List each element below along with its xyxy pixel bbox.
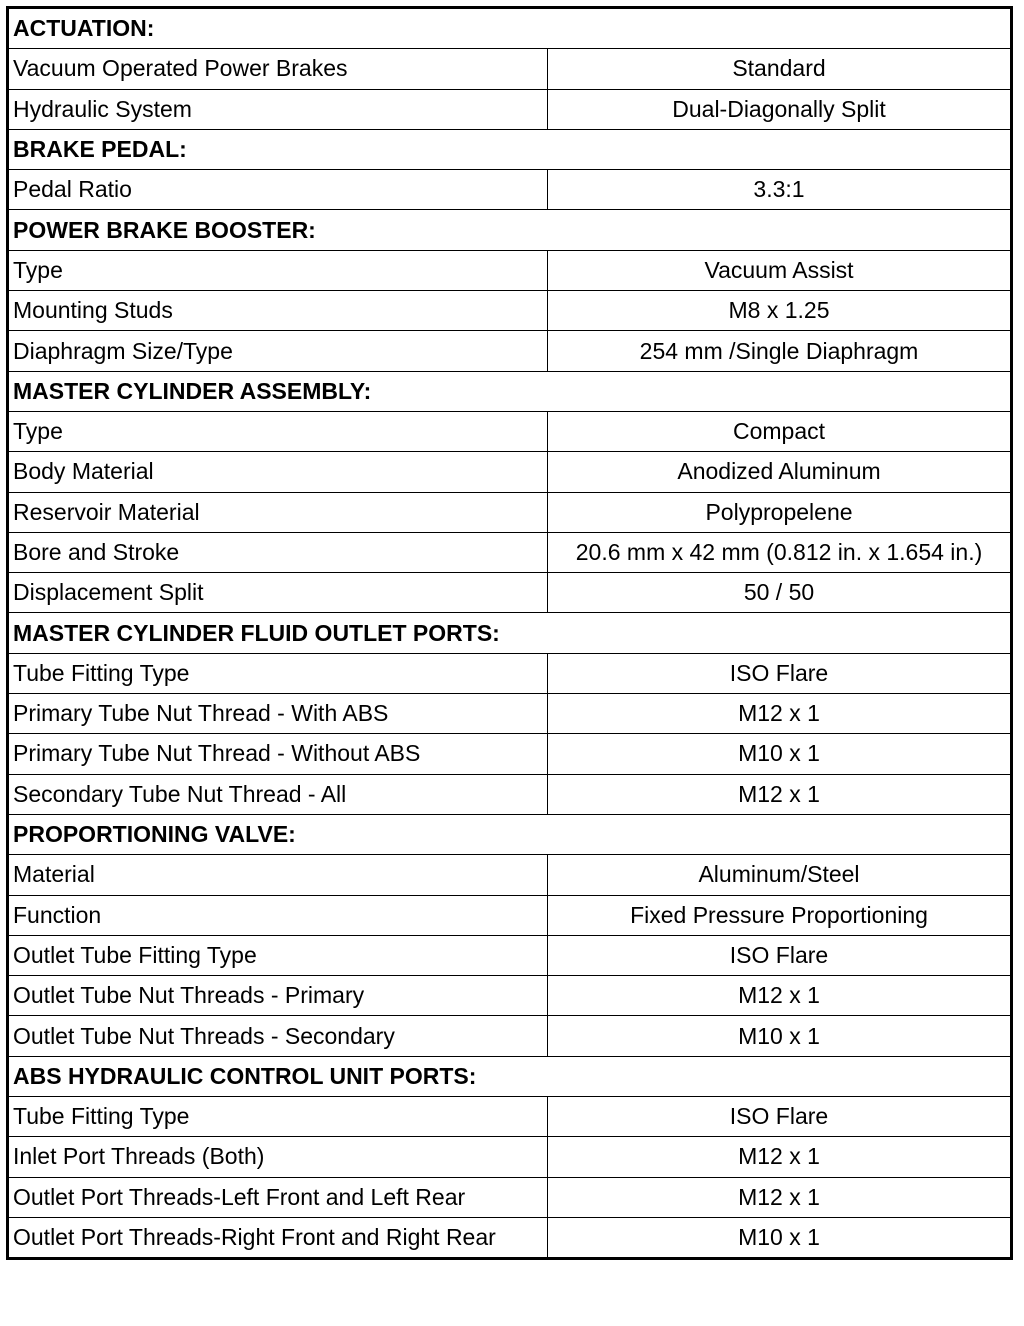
spec-value: Compact — [548, 411, 1012, 451]
spec-value: M12 x 1 — [548, 774, 1012, 814]
spec-value: 3.3:1 — [548, 170, 1012, 210]
table-row — [8, 976, 1012, 1016]
spec-value: M8 x 1.25 — [548, 291, 1012, 331]
table-row — [8, 653, 1012, 693]
spec-value: Anodized Aluminum — [548, 452, 1012, 492]
table-row — [8, 1177, 1012, 1217]
section-header-row-proportioning-valve — [8, 814, 1012, 854]
spec-value: 20.6 mm x 42 mm (0.812 in. x 1.654 in.) — [548, 532, 1012, 572]
spec-value: M10 x 1 — [548, 734, 1012, 774]
table-row — [8, 291, 1012, 331]
spec-label: Inlet Port Threads (Both) — [8, 1137, 548, 1177]
table-row — [8, 452, 1012, 492]
spec-value: 254 mm /Single Diaphragm — [548, 331, 1012, 371]
table-row — [8, 1097, 1012, 1137]
section-header-row-power-brake-booster — [8, 210, 1012, 250]
spec-label: Tube Fitting Type — [8, 1097, 548, 1137]
spec-label: Mounting Studs — [8, 291, 548, 331]
spec-value: Standard — [548, 49, 1012, 89]
spec-label: Pedal Ratio — [8, 170, 548, 210]
table-row — [8, 774, 1012, 814]
spec-value: Vacuum Assist — [548, 250, 1012, 290]
table-row — [8, 492, 1012, 532]
table-row — [8, 170, 1012, 210]
section-title: ACTUATION: — [8, 8, 1012, 49]
table-row — [8, 532, 1012, 572]
table-row — [8, 734, 1012, 774]
spec-label: Tube Fitting Type — [8, 653, 548, 693]
spec-label: Vacuum Operated Power Brakes — [8, 49, 548, 89]
spec-label: Body Material — [8, 452, 548, 492]
spec-label: Diaphragm Size/Type — [8, 331, 548, 371]
table-row — [8, 895, 1012, 935]
spec-value: Fixed Pressure Proportioning — [548, 895, 1012, 935]
section-header-row-master-cylinder-assembly — [8, 371, 1012, 411]
spec-label: Displacement Split — [8, 573, 548, 613]
section-title: POWER BRAKE BOOSTER: — [8, 210, 1012, 250]
section-title: PROPORTIONING VALVE: — [8, 814, 1012, 854]
spec-label: Type — [8, 411, 548, 451]
section-title: MASTER CYLINDER FLUID OUTLET PORTS: — [8, 613, 1012, 653]
spec-value: M10 x 1 — [548, 1016, 1012, 1056]
table-row — [8, 1137, 1012, 1177]
spec-label: Reservoir Material — [8, 492, 548, 532]
table-row — [8, 250, 1012, 290]
spec-label: Material — [8, 855, 548, 895]
section-header-row-actuation — [8, 8, 1012, 49]
section-header-row-brake-pedal — [8, 129, 1012, 169]
spec-value: Polypropelene — [548, 492, 1012, 532]
spec-table-body — [8, 8, 1012, 1259]
spec-value: Dual-Diagonally Split — [548, 89, 1012, 129]
table-row — [8, 694, 1012, 734]
table-row — [8, 89, 1012, 129]
spec-value: ISO Flare — [548, 653, 1012, 693]
spec-label: Function — [8, 895, 548, 935]
section-header-row-abs-hydraulic-control-unit-ports — [8, 1056, 1012, 1096]
spec-value: Aluminum/Steel — [548, 855, 1012, 895]
spec-label: Primary Tube Nut Thread - With ABS — [8, 694, 548, 734]
brake-specifications-table — [6, 6, 1013, 1260]
table-row — [8, 1016, 1012, 1056]
spec-value: M12 x 1 — [548, 1177, 1012, 1217]
spec-label: Secondary Tube Nut Thread - All — [8, 774, 548, 814]
table-row — [8, 573, 1012, 613]
section-header-row-master-cylinder-fluid-outlet-ports — [8, 613, 1012, 653]
table-row — [8, 411, 1012, 451]
spec-label: Outlet Tube Nut Threads - Secondary — [8, 1016, 548, 1056]
spec-label: Outlet Port Threads-Right Front and Right Rear — [8, 1217, 548, 1258]
table-row — [8, 331, 1012, 371]
section-title: BRAKE PEDAL: — [8, 129, 1012, 169]
spec-label: Outlet Tube Fitting Type — [8, 935, 548, 975]
spec-value: M12 x 1 — [548, 1137, 1012, 1177]
spec-label: Hydraulic System — [8, 89, 548, 129]
spec-label: Primary Tube Nut Thread - Without ABS — [8, 734, 548, 774]
spec-value: M10 x 1 — [548, 1217, 1012, 1258]
section-title: ABS HYDRAULIC CONTROL UNIT PORTS: — [8, 1056, 1012, 1096]
table-row — [8, 49, 1012, 89]
table-row — [8, 855, 1012, 895]
table-row — [8, 935, 1012, 975]
spec-label: Outlet Tube Nut Threads - Primary — [8, 976, 548, 1016]
spec-label: Bore and Stroke — [8, 532, 548, 572]
spec-value: ISO Flare — [548, 1097, 1012, 1137]
table-row — [8, 1217, 1012, 1258]
section-title: MASTER CYLINDER ASSEMBLY: — [8, 371, 1012, 411]
spec-value: M12 x 1 — [548, 694, 1012, 734]
spec-value: ISO Flare — [548, 935, 1012, 975]
spec-value: M12 x 1 — [548, 976, 1012, 1016]
spec-value: 50 / 50 — [548, 573, 1012, 613]
spec-label: Type — [8, 250, 548, 290]
spec-label: Outlet Port Threads-Left Front and Left Rear — [8, 1177, 548, 1217]
